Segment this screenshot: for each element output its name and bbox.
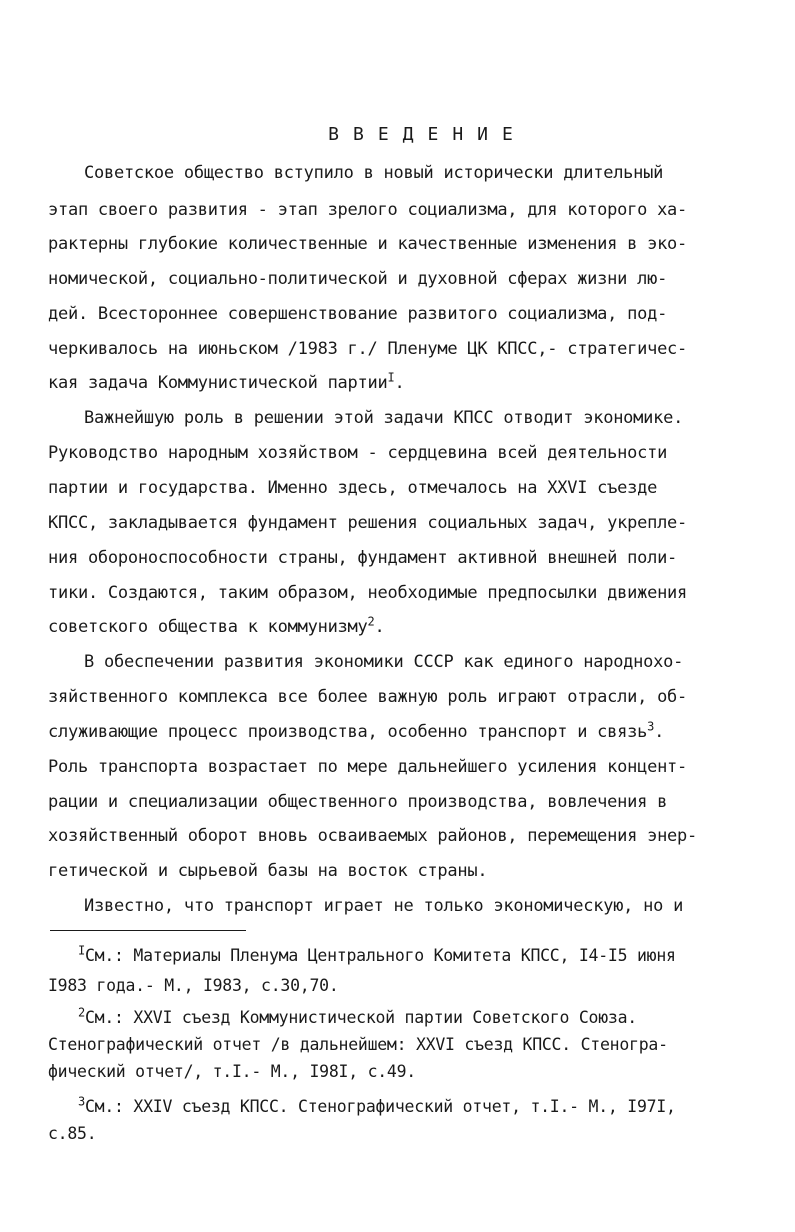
text-line: Руководство народным хозяйством - сердцевина всей деятельности [48,443,668,463]
text-line: гетической и сырьевой базы на восток страны. [48,861,488,881]
text-line: номической, социально-политической и духовной сферах жизни лю- [48,269,668,289]
text-line: хозяйственный оборот вновь осваиваемых районов, перемещения энер- [48,826,698,846]
footnote: $^I$См.: Материалы Пленума Центрального Комитета КПСС, I4-I5 июня [78,943,676,965]
text-line: зяйственного комплекса все более важную роль играют отрасли, об- [48,687,688,707]
footnote-divider [50,930,246,931]
footnote-ref: I [387,370,395,385]
footnote-ref: 2 [367,614,375,629]
footnote-line: с.85. [48,1124,97,1143]
text-line: кая задача Коммунистической партии$^I$. [48,370,405,393]
text-line: партии и государства. Именно здесь, отмечалось на XXVI съезде [48,478,658,498]
footnote-line: Стенографический отчет /в дальнейшем: XXVI съезд КПСС. Стеногра- [48,1035,668,1054]
text-line: КПСС, закладывается фундамент решения социальных задач, укрепле- [48,513,688,533]
page-title: ВВЕДЕНИЕ [328,124,527,145]
text-line: тики. Создаются, таким образом, необходимые предпосылки движения [48,583,688,603]
footnote: $^3$См.: XXIV съезд КПСС. Стенографический отчет, т.I.- М., I97I, [78,1094,676,1116]
text-line: дей. Всестороннее совершенствование развитого социализма, под- [48,304,668,324]
footnote-line: I983 года.- М., I983, с.30,70. [48,976,339,995]
text-line: рактерны глубокие количественные и качественные изменения в эко- [48,234,688,254]
text-line: рации и специализации общественного производства, вовлечения в [48,792,668,812]
text-line: Известно, что транспорт играет не только экономическую, но и [84,896,684,916]
footnote-mark: 3 [78,1094,85,1109]
footnote-ref: 3 [647,719,655,734]
text-line: черкивалось на июньском /1983 г./ Пленуме ЦК КПСС,- стратегичес- [48,339,688,359]
text-line: Советское общество вступило в новый исторически длительный [84,163,664,183]
text-line: Важнейшую роль в решении этой задачи КПСС отводит экономике. [84,408,684,428]
text-line: советского общества к коммунизму$^2$. [48,614,385,637]
footnote-line: фический отчет/, т.I.- М., I98I, с.49. [48,1062,416,1081]
text-line: ния обороноспособности страны, фундамент активной внешней поли- [48,548,678,568]
text-line: В обеспечении развития экономики СССР как единого народнохо- [84,652,684,672]
footnote-mark: I [78,943,85,958]
text-line: служивающие процесс производства, особенно транспорт и связь$^3$. [48,719,665,742]
text-line: Роль транспорта возрастает по мере дальнейшего усиления концент- [48,757,688,777]
footnote: $^2$См.: XXVI съезд Коммунистической партии Советского Союза. [78,1005,637,1027]
text-line: этап своего развития - этап зрелого социализма, для которого ха- [48,200,688,220]
footnote-mark: 2 [78,1005,85,1020]
